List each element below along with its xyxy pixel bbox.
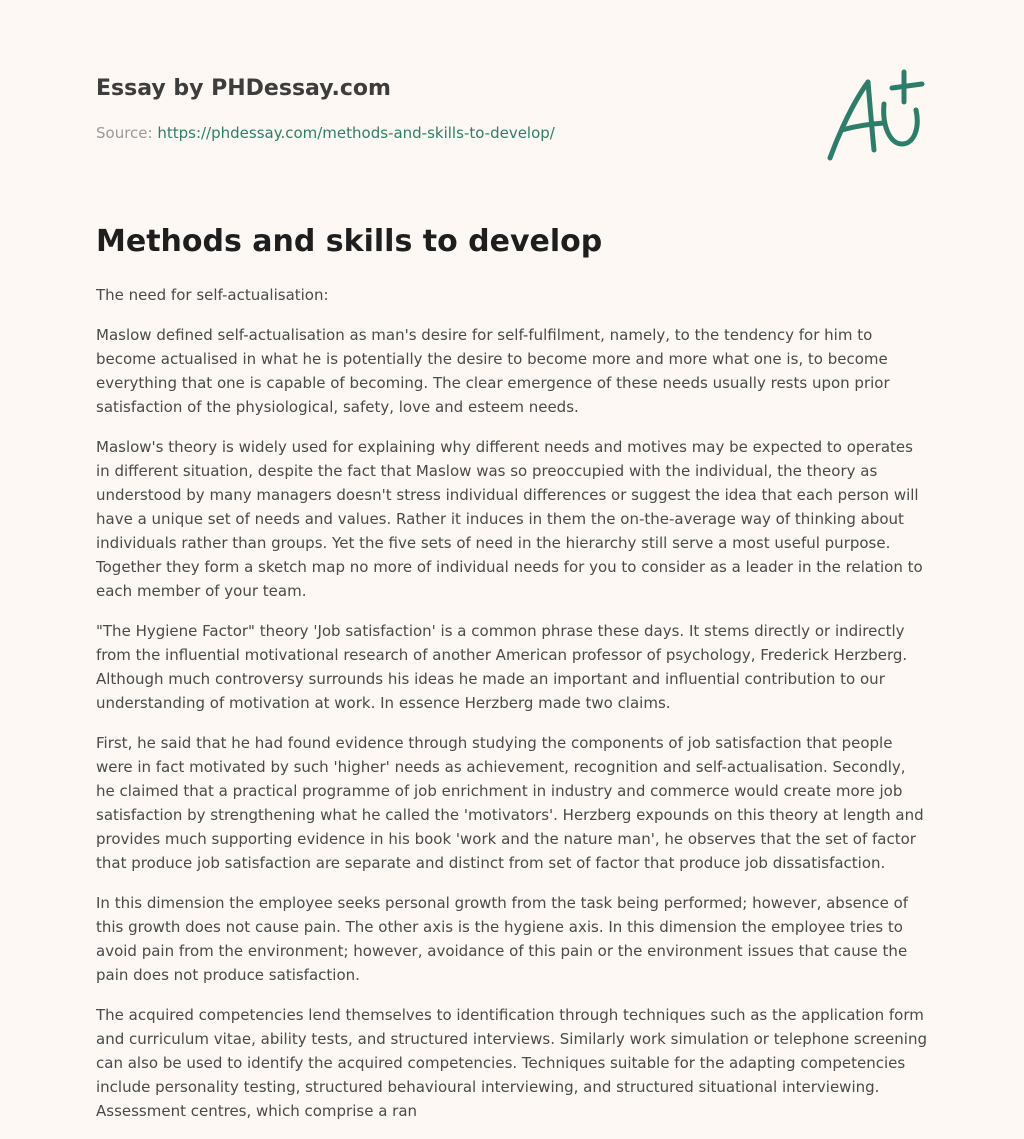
source-line — [96, 124, 555, 142]
essay-paragraph: Maslow defined self-actualisation as man's desire for self-fulfilment, namely, to the tendency for him to become actualised in what he is potentially the desire to become more and more what one is, to become everything that one is capable of becoming. The clear emergence of these needs usually rests upon prior satisfaction of the physiological, safety, love and esteem needs. — [96, 326, 890, 416]
essay-paragraph: The need for self-actualisation: — [96, 286, 329, 304]
essay-paragraph: "The Hygiene Factor" theory 'Job satisfaction' is a common phrase these days. It stems directly or indirectly from the influential motivational research of another American professor of psychology, Frederick Herzberg. Although much controversy surrounds his ideas he made an important and influential contribution to our understanding of motivation at work. In essence Herzberg made two claims. — [96, 622, 908, 712]
a-plus-logo-icon — [822, 66, 932, 166]
essay-paragraph: In this dimension the employee seeks personal growth from the task being performed; however, absence of this growth does not cause pain. The other axis is the hygiene axis. In this dimension the employee tries to avoid pain from the environment; however, avoidance of this pain or the environment issues that cause the pain does not produce satisfaction. — [96, 894, 909, 984]
essay-paragraph: The acquired competencies lend themselves to identification through techniques such as the application form and curriculum vitae, ability tests, and structured interviews. Similarly work simulation or telephone screening can also be used to identify the acquired competencies. Techniques suitable for the adapting competencies include personality testing, structured behavioural interviewing, and structured situational interviewing. Assessment centres, which comprise a ran — [96, 1006, 927, 1120]
site-brand: Essay by PHDessay.com — [96, 76, 391, 101]
essay-paragraph: First, he said that he had found evidence through studying the components of job satisfaction that people were in fact motivated by such 'higher' needs as achievement, recognition and self-actualisation. Secondly, he claimed that a practical programme of job enrichment in industry and commerce would create more job satisfaction by strengthening what he called the 'motivators'. Herzberg expounds on this theory at length and provides much supporting evidence in his book 'work and the nature man', he observes that the set of factor that produce job satisfaction are separate and distinct from set of factor that produce job dissatisfaction. — [96, 734, 924, 872]
essay-title: Methods and skills to develop — [96, 224, 603, 259]
source-label: Source: — [96, 124, 158, 142]
essay-body — [96, 283, 928, 1139]
source-link[interactable]: https://phdessay.com/methods-and-skills-to-develop/ — [157, 124, 555, 142]
essay-paragraph: Maslow's theory is widely used for explaining why different needs and motives may be expected to operates in different situation, despite the fact that Maslow was so preoccupied with the individual, the theory as understood by many managers doesn't stress individual differences or suggest the idea that each person will have a unique set of needs and values. Rather it induces in them the on-the-average way of thinking about individuals rather than groups. Yet the five sets of need in the hierarchy still serve a most useful purpose. Together they form a sketch map no more of individual needs for you to consider as a leader in the relation to each member of your team. — [96, 438, 923, 600]
